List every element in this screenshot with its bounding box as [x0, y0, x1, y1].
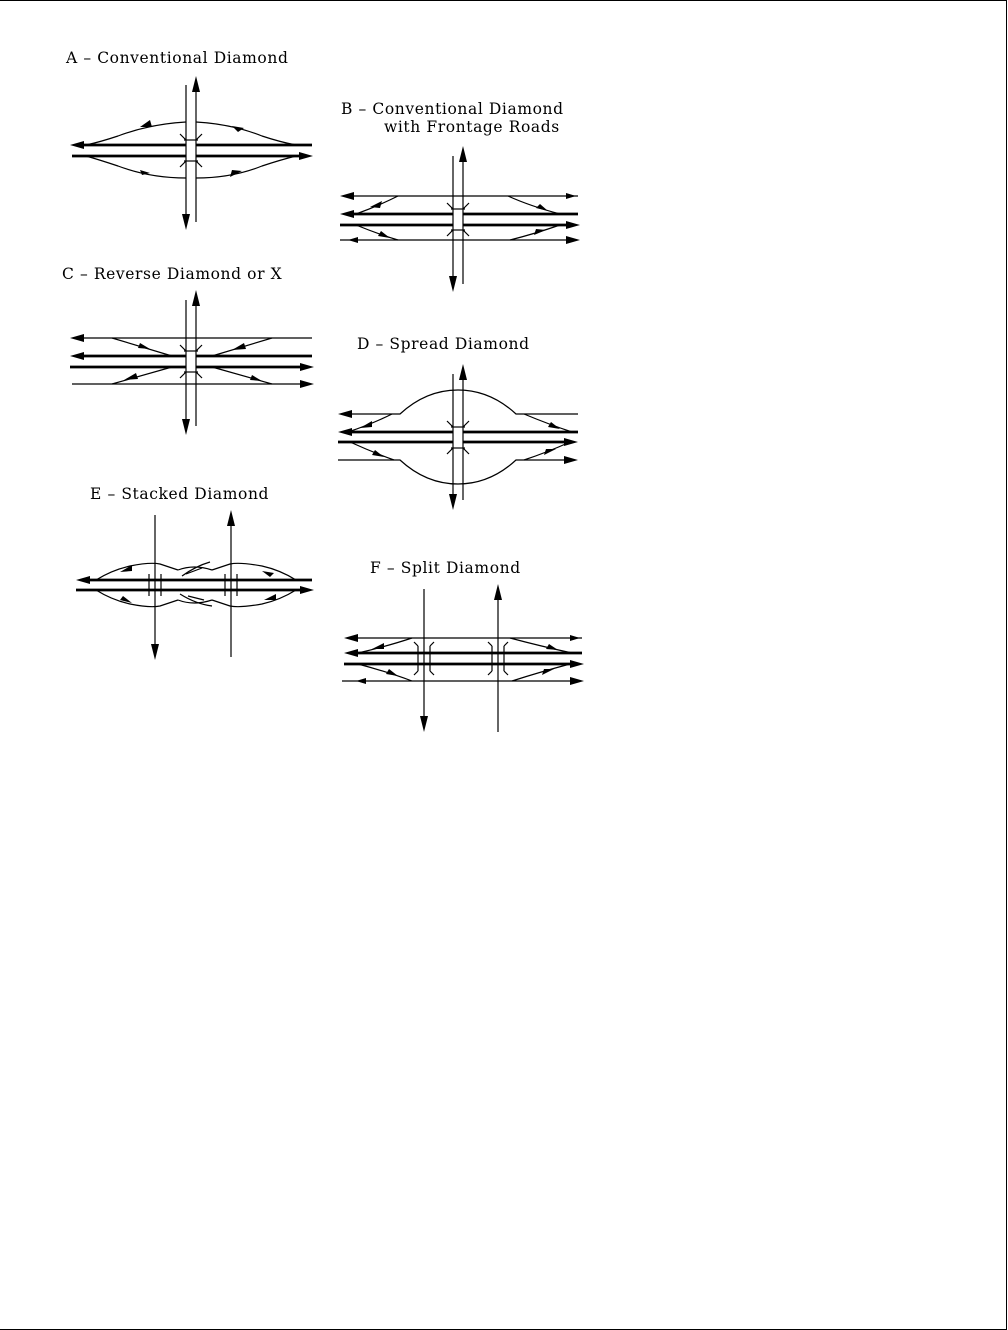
panel-d-spread-diamond: [338, 335, 578, 510]
panel-a-title: A – Conventional Diamond: [66, 49, 289, 67]
panel-b-conventional-diamond-frontage: [340, 100, 580, 292]
panel-a-conventional-diamond: [65, 49, 313, 230]
panel-f-title: F – Split Diamond: [370, 559, 521, 577]
panel-f-split-diamond: [342, 559, 584, 732]
panel-e-title: E – Stacked Diamond: [90, 485, 270, 503]
panel-b-title-line2: with Frontage Roads: [384, 118, 560, 136]
panel-d-title: D – Spread Diamond: [357, 335, 530, 353]
panel-c-title: C – Reverse Diamond or X: [62, 265, 283, 283]
panel-b-title-line1: B – Conventional Diamond: [341, 100, 564, 118]
panel-c-reverse-diamond: [62, 265, 314, 435]
panel-e-stacked-diamond: [76, 485, 314, 660]
